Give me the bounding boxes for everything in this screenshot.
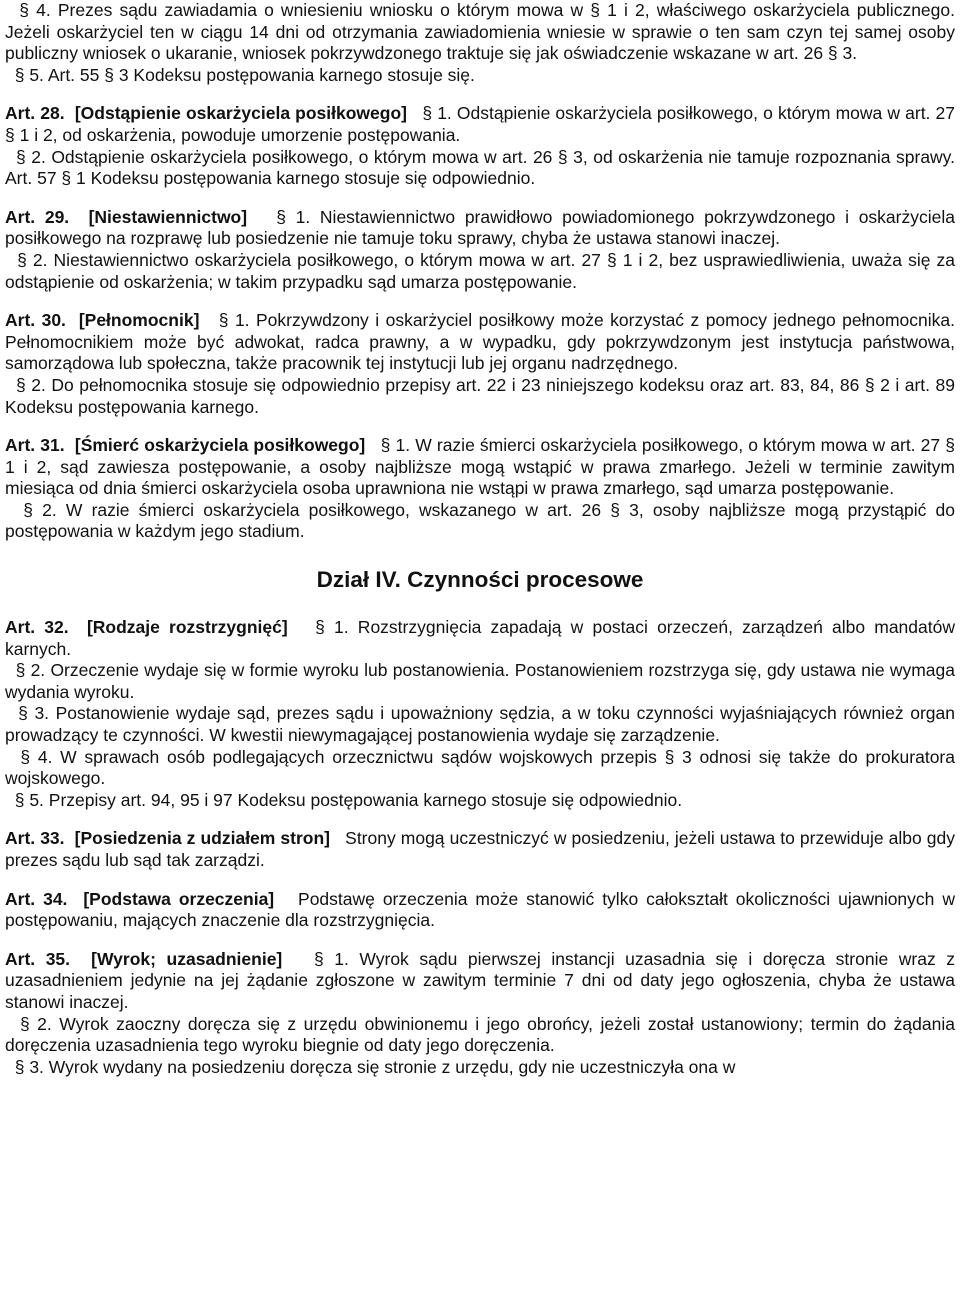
paragraph-text: § 3. Postanowienie wydaje sąd, prezes sądu i upoważniony sędzia, a w toku czynności wyjaśniających również organ prowadzący te czynności. W kwestii niewymagającej postanowienia wydaje się zarządzenie.: [5, 703, 955, 746]
article-first-paragraph: [5, 617, 955, 660]
paragraph-text: § 5. Art. 55 § 3 Kodeksu postępowania karnego stosuje się.: [14, 64, 475, 85]
paragraph-text: § 2. Orzeczenie wydaje się w formie wyroku lub postanowienia. Postanowieniem rozstrzyga się, gdy ustawa nie wymaga wydania wyroku.: [5, 660, 955, 702]
article-first-paragraph: [5, 949, 955, 1014]
article-number: Art. 33.: [5, 828, 65, 849]
paragraph-text: § 2. W razie śmierci oskarżyciela posiłkowego, wskazanego w art. 26 § 3, osoby najbliższe mogą przystąpić do postępowania w każdym jego stadium.: [5, 499, 955, 542]
article-paragraph: [5, 703, 955, 746]
paragraph-text: § 3. Wyrok wydany na posiedzeniu doręcza się stronie z urzędu, gdy nie uczestniczyła ona w: [14, 1056, 736, 1077]
intro-paragraph: [5, 0, 955, 65]
article-paragraph: [5, 1014, 955, 1057]
article-paragraph: [5, 790, 955, 812]
paragraph-text: § 1. Odstąpienie oskarżyciela posiłkowego, o którym mowa w art. 27 § 1 i 2, od oskarżenia, powoduje umorzenie postępowania.: [5, 103, 955, 145]
section-heading: Dział IV. Czynności procesowe: [316, 567, 644, 593]
article-first-paragraph: [5, 828, 955, 871]
paragraph-text: § 2. Wyrok zaoczny doręcza się z urzędu obwinionemu i jego obrońcy, jeżeli został ustanowiony; termin do żądania doręczenia uzasadnienia tego wyroku biegnie od daty jego doręczenia.: [5, 1013, 955, 1056]
paragraph-text: § 5. Przepisy art. 94, 95 i 97 Kodeksu postępowania karnego stosuje się odpowiednio.: [14, 789, 683, 810]
article-first-paragraph: [5, 310, 955, 375]
paragraph-text: § 4. W sprawach osób podlegających orzecznictwu sądów wojskowych przepis § 3 odnosi się także do prokuratora wojskowego.: [5, 746, 955, 789]
article-title: [Niestawiennictwo]: [88, 206, 248, 227]
intro-paragraph: [5, 65, 955, 87]
article-paragraph: [5, 375, 955, 418]
paragraph-text: § 2. Odstąpienie oskarżyciela posiłkowego, o którym mowa w art. 26 § 3, od oskarżenia nie tamuje rozpoznania sprawy. Art. 57 § 1 Kodeksu postępowania karnego stosuje się odpowiednio.: [5, 146, 955, 189]
article-number: Art. 29.: [5, 206, 70, 227]
article-title: [Pełnomocnik]: [78, 310, 200, 331]
article-title: [Posiedzenia z udziałem stron]: [74, 828, 330, 849]
paragraph-text: § 1. W razie śmierci oskarżyciela posiłkowego, o którym mowa w art. 27 § 1 i 2, sąd zawiesza postępowanie, a osoby najbliższe mogą wstąpić w prawa zmarłego. Jeżeli w terminie zawitym miesiąca od dnia śmierci oskarżyciela osoba uprawniona nie wstąpi w prawa zmarłego, sąd umarza postępowanie.: [5, 435, 955, 499]
paragraph-text: § 1. Rozstrzygnięcia zapadają w postaci orzeczeń, zarządzeń albo mandatów karnych.: [5, 617, 955, 659]
article-title: [Śmierć oskarżyciela posiłkowego]: [74, 435, 366, 456]
paragraph-text: § 2. Do pełnomocnika stosuje się odpowiednio przepisy art. 22 i 23 niniejszego kodeksu oraz art. 83, 84, 86 § 2 i art. 89 Kodeksu postępowania karnego.: [5, 374, 955, 417]
article-number: Art. 28.: [5, 103, 65, 124]
article-paragraph: [5, 500, 955, 543]
article-title: [Podstawa orzeczenia]: [83, 888, 275, 909]
article-first-paragraph: [5, 207, 955, 250]
paragraph-text: § 4. Prezes sądu zawiadamia o wniesieniu wniosku o którym mowa w § 1 i 2, właściwego oskarżyciela publicznego. Jeżeli oskarżyciel ten w ciągu 14 dni od otrzymania zawiadomienia wniesie w sprawie o ten sam czyn tej samej osoby publiczny wniosek o ukaranie, wniosek pokrzywdzonego traktuje się jak oświadczenie wskazane w art. 26 § 3.: [5, 0, 955, 64]
articles-group-b: [5, 617, 955, 1078]
article-number: Art. 31.: [5, 435, 65, 456]
article-number: Art. 34.: [5, 888, 68, 909]
article-paragraph: [5, 250, 955, 293]
article-first-paragraph: [5, 435, 955, 500]
article-paragraph: [5, 1057, 955, 1079]
article-number: Art. 35.: [5, 948, 71, 969]
paragraph-text: § 2. Niestawiennictwo oskarżyciela posiłkowego, o którym mowa w art. 27 § 1 i 2, bez usprawiedliwienia, uważa się za odstąpienie od oskarżenia; w takim przypadku sąd umarza postępowanie.: [5, 249, 955, 292]
article-number: Art. 30.: [5, 310, 66, 331]
article-paragraph: [5, 660, 955, 703]
article-number: Art. 32.: [5, 617, 69, 638]
article-title: [Odstąpienie oskarżyciela posiłkowego]: [74, 103, 407, 124]
paragraph-text: § 1. Wyrok sądu pierwszej instancji uzasadnia się i doręcza stronie wraz z uzasadnieniem jedynie na jej żądanie zgłoszone w zawitym terminie 7 dni od daty jego ogłoszenia, chyba że ustawa stanowi inaczej.: [5, 948, 955, 1012]
paragraph-text: § 1. Pokrzywdzony i oskarżyciel posiłkowy może korzystać z pomocy jednego pełnomocnika. Pełnomocnikiem może być adwokat, radca prawny, a w wypadku, gdy pokrzywdzonym jest instytucja państwowa, samorządowa lub społeczna, także pracownik tej instytucji lub jej organu nadrzędnego.: [5, 310, 955, 374]
paragraph-text: Strony mogą uczestniczyć w posiedzeniu, jeżeli ustawa to przewiduje albo gdy prezes sądu lub sąd tak zarządzi.: [5, 828, 955, 870]
article-title: [Wyrok; uzasadnienie]: [91, 948, 283, 969]
article-first-paragraph: [5, 103, 955, 146]
articles-group-a: [5, 103, 955, 543]
article-title: [Rodzaje rozstrzygnięć]: [86, 617, 288, 638]
paragraph-text: § 1. Niestawiennictwo prawidłowo powiadomionego pokrzywdzonego i oskarżyciela posiłkowego na rozprawę lub posiedzenie nie tamuje toku sprawy, chyba że ustawa stanowi inaczej.: [5, 206, 955, 249]
paragraph-text: Podstawę orzeczenia może stanowić tylko całokształt okoliczności ujawnionych w postępowaniu, mających znaczenie dla rozstrzygnięcia.: [5, 888, 955, 931]
article-paragraph: [5, 147, 955, 190]
intro-block: [5, 0, 955, 86]
article-paragraph: [5, 747, 955, 790]
article-first-paragraph: [5, 889, 955, 932]
